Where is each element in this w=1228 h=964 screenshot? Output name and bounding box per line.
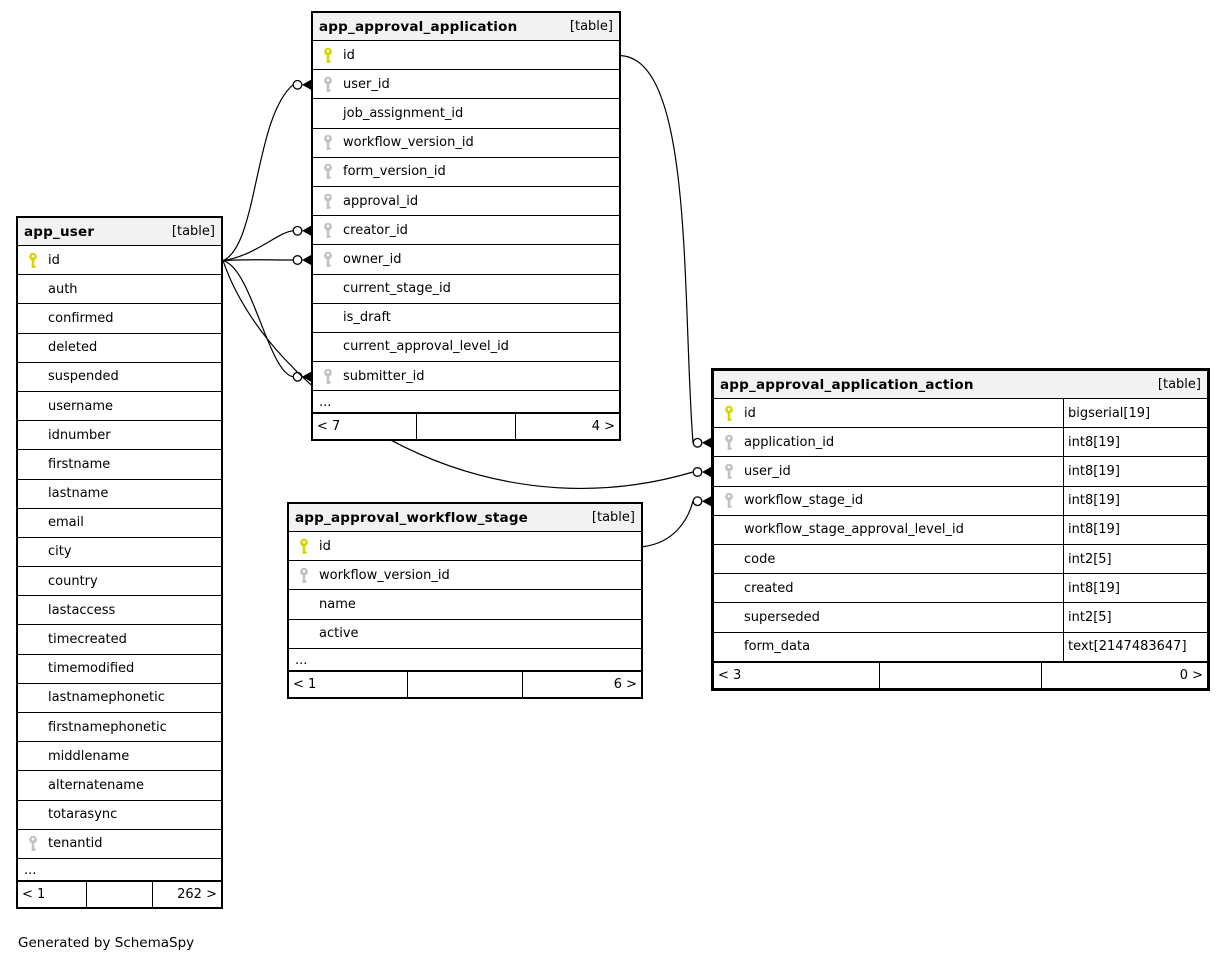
- foreign-key-icon-slot: [313, 134, 343, 151]
- foreign-key-icon-slot: [714, 492, 744, 509]
- column-type: int8[19]: [1063, 516, 1207, 544]
- foreign-key-icon: [723, 492, 735, 509]
- edge-arrowhead-icon: [702, 438, 711, 448]
- edge-arrowhead-icon: [302, 226, 311, 236]
- column-row-totarasync: [18, 801, 221, 830]
- column-name: form_version_id: [343, 164, 446, 180]
- children-count: 262 >: [177, 886, 217, 902]
- column-name: id: [48, 252, 60, 268]
- foreign-key-icon-slot: [289, 567, 319, 584]
- column-type: int8[19]: [1063, 574, 1207, 602]
- column-name: confirmed: [48, 310, 114, 326]
- column-name: active: [319, 626, 359, 642]
- truncated-columns-ellipsis: ...: [289, 649, 641, 671]
- children-count: 0 >: [1179, 667, 1203, 683]
- table-name: app_approval_application: [319, 18, 518, 35]
- column-name: suspended: [48, 369, 119, 385]
- foreign-key-icon: [723, 463, 735, 480]
- column-row-id: [313, 41, 619, 70]
- footer-spacer: [86, 882, 152, 907]
- column-row-country: [18, 567, 221, 596]
- table-type-tag: [table]: [591, 510, 635, 525]
- footer-spacer: [416, 414, 517, 439]
- column-name: current_stage_id: [343, 281, 451, 297]
- table-header[interactable]: [714, 371, 1207, 399]
- parents-count: < 1: [293, 676, 317, 692]
- column-name: job_assignment_id: [343, 105, 464, 121]
- fk-relationship-edge: [223, 260, 293, 261]
- column-name: deleted: [48, 340, 98, 356]
- column-row-firstnamephonetic: [18, 713, 221, 742]
- column-name: form_data: [744, 639, 811, 655]
- edge-arrowhead-icon: [702, 496, 711, 506]
- table-footer: [289, 671, 641, 697]
- edge-zero-or-one-circle-icon: [693, 439, 702, 448]
- column-type: int8[19]: [1063, 457, 1207, 485]
- foreign-key-icon-slot: [18, 835, 48, 852]
- column-type: int8[19]: [1063, 428, 1207, 456]
- parents-count: < 3: [718, 667, 742, 683]
- column-row-name: [289, 590, 641, 619]
- column-name: workflow_version_id: [343, 135, 474, 151]
- edge-zero-or-one-circle-icon: [293, 227, 302, 236]
- table-header[interactable]: [18, 218, 221, 246]
- parents-count: < 1: [22, 886, 46, 902]
- column-name: code: [744, 551, 776, 567]
- column-name: approval_id: [343, 193, 419, 209]
- column-name: workflow_stage_approval_level_id: [744, 522, 964, 538]
- column-row-id: [714, 399, 1207, 428]
- column-name: is_draft: [343, 310, 391, 326]
- foreign-key-icon: [322, 251, 334, 268]
- edge-zero-or-one-circle-icon: [693, 497, 702, 506]
- foreign-key-icon: [322, 163, 334, 180]
- column-name: lastaccess: [48, 602, 116, 618]
- column-name: alternatename: [48, 777, 144, 793]
- column-row-lastname: [18, 480, 221, 509]
- foreign-key-icon-slot: [313, 222, 343, 239]
- column-row-lastaccess: [18, 596, 221, 625]
- column-type: text[2147483647]: [1063, 633, 1207, 661]
- column-name: firstnamephonetic: [48, 719, 167, 735]
- column-row-firstname: [18, 450, 221, 479]
- column-row-user_id: [313, 70, 619, 99]
- column-row-workflow_version_id: [289, 561, 641, 590]
- table-type-tag: [table]: [569, 19, 613, 34]
- column-name: name: [319, 596, 356, 612]
- table-app_approval_application_action[interactable]: [711, 368, 1210, 691]
- foreign-key-icon: [322, 134, 334, 151]
- column-row-creator_id: [313, 216, 619, 245]
- edge-zero-or-one-circle-icon: [293, 81, 302, 90]
- column-row-superseded: [714, 603, 1207, 632]
- table-app_user[interactable]: [16, 216, 223, 909]
- table-name: app_approval_application_action: [720, 376, 974, 393]
- foreign-key-icon-slot: [313, 368, 343, 385]
- generator-credit: Generated by SchemaSpy: [18, 935, 195, 951]
- primary-key-icon: [27, 252, 39, 269]
- primary-key-icon-slot: [714, 405, 744, 422]
- fk-relationship-edge: [643, 501, 693, 546]
- column-name: id: [319, 538, 331, 554]
- primary-key-icon-slot: [313, 47, 343, 64]
- column-row-auth: [18, 275, 221, 304]
- table-footer: [18, 881, 221, 907]
- edge-arrowhead-icon: [302, 372, 311, 382]
- column-name: creator_id: [343, 222, 408, 238]
- column-row-is_draft: [313, 304, 619, 333]
- column-row-created: [714, 574, 1207, 603]
- column-row-user_id: [714, 457, 1207, 486]
- column-name: user_id: [744, 463, 791, 479]
- table-header[interactable]: [313, 13, 619, 41]
- column-name: lastname: [48, 486, 109, 502]
- truncated-columns-ellipsis: ...: [313, 391, 619, 413]
- table-name: app_user: [24, 223, 95, 240]
- foreign-key-icon: [723, 434, 735, 451]
- column-name: firstname: [48, 456, 111, 472]
- primary-key-icon: [298, 538, 310, 555]
- column-row-approval_id: [313, 187, 619, 216]
- column-row-city: [18, 538, 221, 567]
- column-name: lastnamephonetic: [48, 690, 165, 706]
- column-row-code: [714, 545, 1207, 574]
- column-name: totarasync: [48, 807, 118, 823]
- column-name: current_approval_level_id: [343, 339, 509, 355]
- column-name: application_id: [744, 434, 835, 450]
- column-row-job_assignment_id: [313, 99, 619, 128]
- table-footer: [714, 662, 1207, 688]
- column-type: bigserial[19]: [1063, 399, 1207, 427]
- fk-relationship-edge: [223, 231, 293, 261]
- edge-arrowhead-icon: [302, 80, 311, 90]
- column-name: workflow_version_id: [319, 567, 450, 583]
- primary-key-icon: [723, 405, 735, 422]
- column-type: int2[5]: [1063, 545, 1207, 573]
- column-type: int2[5]: [1063, 603, 1207, 631]
- foreign-key-icon-slot: [313, 76, 343, 93]
- column-row-workflow_version_id: [313, 129, 619, 158]
- column-row-timecreated: [18, 625, 221, 654]
- foreign-key-icon: [27, 835, 39, 852]
- column-row-idnumber: [18, 421, 221, 450]
- foreign-key-icon: [322, 368, 334, 385]
- foreign-key-icon-slot: [313, 251, 343, 268]
- table-app_approval_application[interactable]: [311, 11, 621, 441]
- column-name: id: [343, 47, 355, 63]
- table-type-tag: [table]: [1157, 377, 1201, 392]
- table-footer: [313, 413, 619, 439]
- foreign-key-icon: [322, 76, 334, 93]
- column-row-owner_id: [313, 245, 619, 274]
- parents-count: < 7: [317, 419, 341, 435]
- foreign-key-icon: [298, 567, 310, 584]
- edge-arrowhead-icon: [302, 255, 311, 265]
- column-row-username: [18, 392, 221, 421]
- fk-relationship-edge: [223, 85, 293, 261]
- column-row-confirmed: [18, 304, 221, 333]
- column-name: timemodified: [48, 661, 135, 677]
- column-name: timecreated: [48, 632, 127, 648]
- foreign-key-icon-slot: [313, 193, 343, 210]
- primary-key-icon-slot: [18, 252, 48, 269]
- column-name: owner_id: [343, 251, 402, 267]
- column-row-workflow_stage_id: [714, 487, 1207, 516]
- footer-spacer: [879, 663, 1042, 688]
- column-name: idnumber: [48, 427, 111, 443]
- foreign-key-icon-slot: [714, 463, 744, 480]
- fk-relationship-edge: [223, 261, 293, 377]
- table-type-tag: [table]: [171, 224, 215, 239]
- column-name: username: [48, 398, 113, 414]
- children-count: 4 >: [591, 419, 616, 435]
- column-name: user_id: [343, 76, 390, 92]
- edge-zero-or-one-circle-icon: [293, 256, 302, 265]
- column-row-id: [18, 246, 221, 275]
- column-row-timemodified: [18, 655, 221, 684]
- column-name: tenantid: [48, 836, 103, 852]
- column-row-submitter_id: [313, 362, 619, 391]
- column-type: int8[19]: [1063, 487, 1207, 515]
- column-row-id: [289, 532, 641, 561]
- column-name: city: [48, 544, 72, 560]
- column-row-middlename: [18, 742, 221, 771]
- column-name: middlename: [48, 748, 130, 764]
- column-name: email: [48, 515, 84, 531]
- column-row-application_id: [714, 428, 1207, 457]
- column-row-email: [18, 509, 221, 538]
- column-row-deleted: [18, 334, 221, 363]
- column-name: id: [744, 405, 756, 421]
- column-row-workflow_stage_approval_level_id: [714, 516, 1207, 545]
- foreign-key-icon-slot: [313, 163, 343, 180]
- column-name: country: [48, 573, 98, 589]
- table-app_approval_workflow_stage[interactable]: [287, 502, 643, 699]
- table-name: app_approval_workflow_stage: [295, 509, 529, 526]
- fk-relationship-edge: [621, 56, 693, 443]
- column-row-form_version_id: [313, 158, 619, 187]
- table-header[interactable]: [289, 504, 641, 532]
- truncated-columns-ellipsis: ...: [18, 859, 221, 881]
- primary-key-icon-slot: [289, 538, 319, 555]
- foreign-key-icon-slot: [714, 434, 744, 451]
- children-count: 6 >: [613, 676, 637, 692]
- column-name: auth: [48, 281, 78, 297]
- edge-zero-or-one-circle-icon: [693, 468, 702, 477]
- column-row-suspended: [18, 363, 221, 392]
- column-row-current_approval_level_id: [313, 333, 619, 362]
- edge-zero-or-one-circle-icon: [293, 373, 302, 382]
- primary-key-icon: [322, 47, 334, 64]
- foreign-key-icon: [322, 193, 334, 210]
- column-name: submitter_id: [343, 368, 425, 384]
- column-row-lastnamephonetic: [18, 684, 221, 713]
- column-row-tenantid: [18, 830, 221, 859]
- column-row-current_stage_id: [313, 275, 619, 304]
- foreign-key-icon: [322, 222, 334, 239]
- edge-arrowhead-icon: [702, 467, 711, 477]
- footer-spacer: [407, 672, 523, 697]
- column-row-active: [289, 620, 641, 649]
- column-name: superseded: [744, 609, 820, 625]
- column-row-alternatename: [18, 771, 221, 800]
- column-row-form_data: [714, 633, 1207, 662]
- column-name: created: [744, 580, 794, 596]
- column-name: workflow_stage_id: [744, 493, 864, 509]
